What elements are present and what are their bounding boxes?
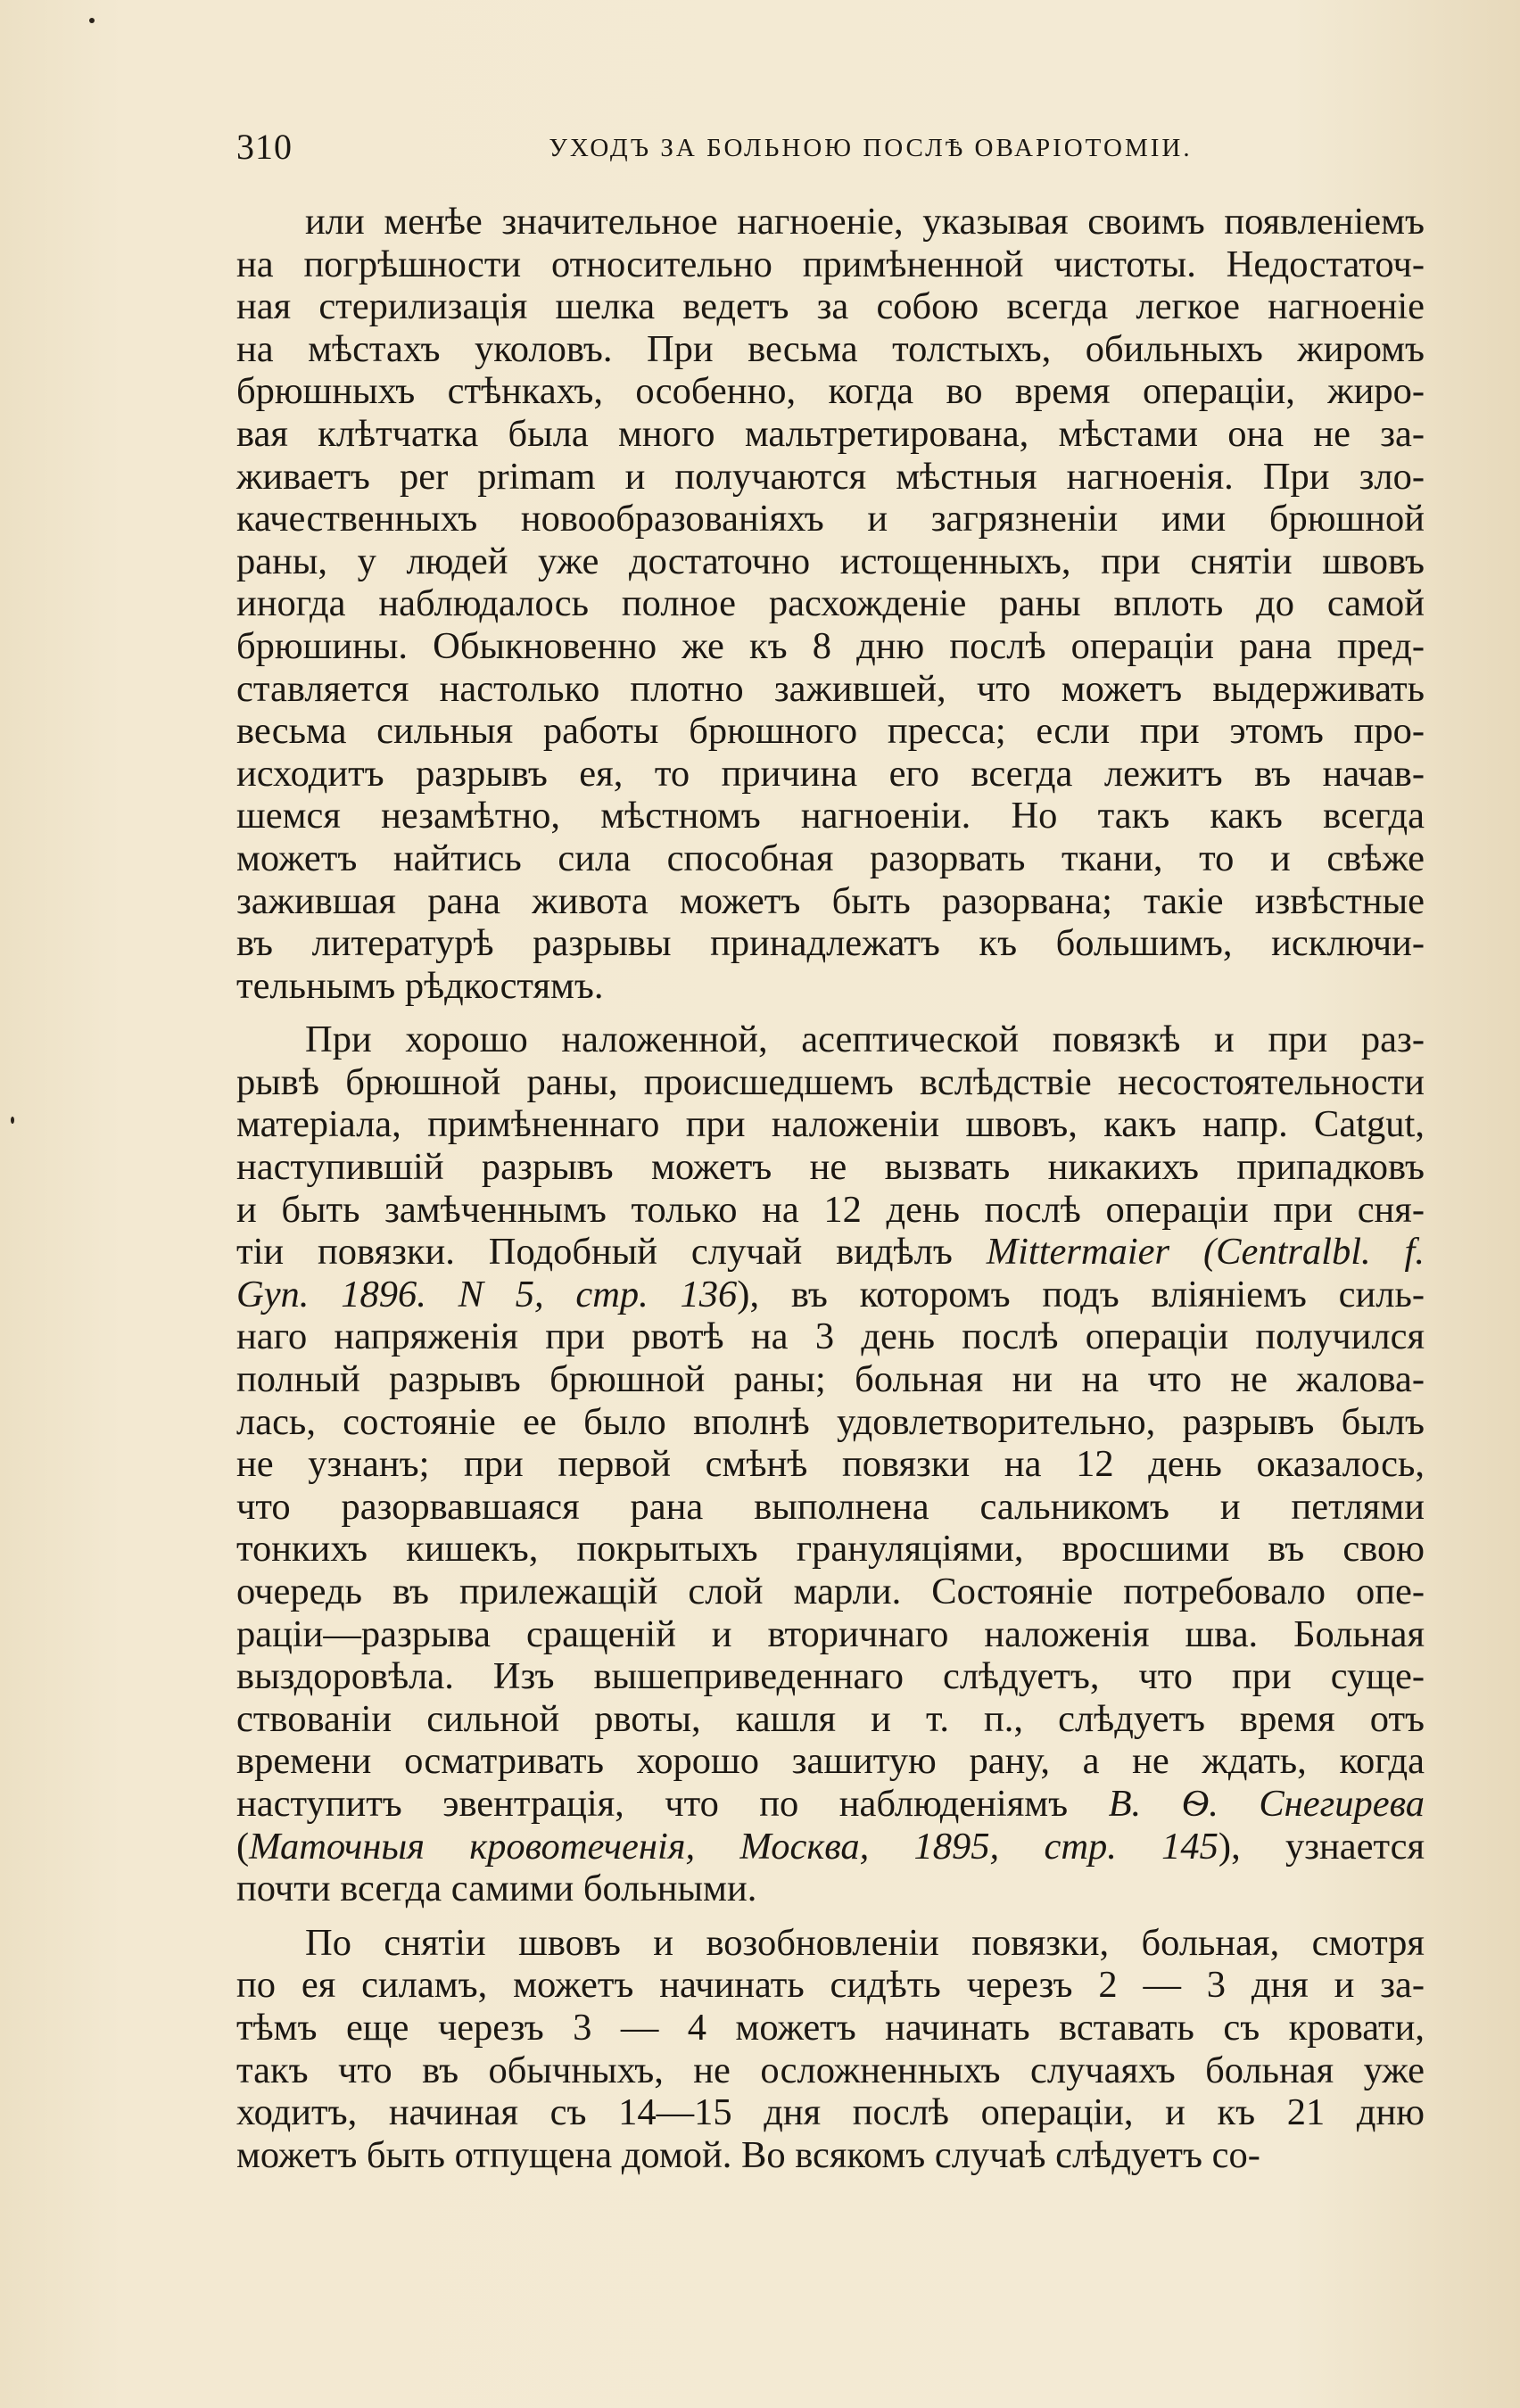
- text-line: ная стерилизація шелка ведетъ за собою всегда легкое нагноеніе: [236, 285, 1425, 328]
- paragraph: [236, 201, 1425, 1007]
- text-line: и быть замѣченнымъ только на 12 день послѣ операціи при сня-: [236, 1188, 1425, 1231]
- text-line: не узнанъ; при первой смѣнѣ повязки на 12 день оказалось,: [236, 1443, 1425, 1486]
- italic-citation: В. Ѳ. Снегирева: [1108, 1782, 1425, 1825]
- text-line: лась, состояніе ее было вполнѣ удовлетворительно, разрывъ былъ: [236, 1400, 1425, 1443]
- text-line: такъ что въ обычныхъ, не осложненныхъ случаяхъ больная уже: [236, 2049, 1425, 2091]
- text-line: или менѣе значительное нагноеніе, указывая своимъ появленіемъ: [305, 201, 1425, 243]
- text-line: тѣмъ еще черезъ 3 — 4 можетъ начинать вставать съ кровати,: [236, 2006, 1425, 2049]
- text-line: на погрѣшности относительно примѣненной чистоты. Недостаточ-: [236, 243, 1425, 285]
- text-line: наступитъ эвентрація, что по наблюденіямъ В. Ѳ. Снегирева: [236, 1782, 1425, 1825]
- text-line: что разорвавшаяся рана выполнена сальникомъ и петлями: [236, 1485, 1425, 1528]
- text-line: зажившая рана живота можетъ быть разорвана; такіе извѣстные: [236, 879, 1425, 922]
- text-line: тонкихъ кишекъ, покрытыхъ грануляціями, вросшими въ свою: [236, 1528, 1425, 1571]
- page-number: 310: [236, 127, 293, 167]
- text-line: ставляется настолько плотно зажившей, что можетъ выдерживать: [236, 667, 1425, 710]
- text-line: ходитъ, начиная съ 14—15 дня послѣ операціи, и къ 21 дню: [236, 2091, 1425, 2134]
- scan-speck: [89, 18, 95, 23]
- text-line: При хорошо наложенной, асептической повязкѣ и при раз-: [305, 1018, 1425, 1061]
- text-line: рывѣ брюшной раны, происшедшемъ вслѣдствіе несостоятельности: [236, 1060, 1425, 1103]
- text-line: тіи повязки. Подобный случай видѣлъ Mittermaier (Centralbl. f.: [236, 1231, 1425, 1274]
- text-line: на мѣстахъ уколовъ. При весьма толстыхъ, обильныхъ жиромъ: [236, 327, 1425, 370]
- page-header: [236, 125, 1425, 169]
- text-line: (Маточныя кровотеченія, Москва, 1895, стр. 145), узнается: [236, 1825, 1425, 1868]
- text-line: исходитъ разрывъ ея, то причина его всегда лежитъ въ начав-: [236, 752, 1425, 795]
- text-line: ствованіи сильной рвоты, кашля и т. п., слѣдуетъ время отъ: [236, 1697, 1425, 1740]
- text-line: раціи—разрыва сращеній и вторичнаго наложенія шва. Больная: [236, 1612, 1425, 1655]
- text-line: наго напряженія при рвотѣ на 3 день послѣ операціи получился: [236, 1315, 1425, 1358]
- italic-citation: Маточныя кровотеченія, Москва, 1895, стр. 145: [249, 1825, 1218, 1868]
- text-line: можетъ быть отпущена домой. Во всякомъ случаѣ слѣдуетъ со-: [236, 2133, 1260, 2176]
- text-line: Gyn. 1896. N 5, стр. 136), въ которомъ подъ вліяніемъ силь-: [236, 1273, 1425, 1315]
- text-line: тельнымъ рѣдкостямъ.: [236, 964, 604, 1007]
- text-line: иногда наблюдалось полное расхожденіе раны вплоть до самой: [236, 582, 1425, 625]
- text-line: по ея силамъ, можетъ начинать сидѣть черезъ 2 — 3 дня и за-: [236, 1964, 1425, 2007]
- text-line: раны, у людей уже достаточно истощенныхъ, при снятіи швовъ: [236, 540, 1425, 582]
- text-line: почти всегда самими больными.: [236, 1868, 757, 1910]
- running-title: УХОДЪ ЗА БОЛЬНОЮ ПОСЛѢ ОВАРІОТОМІИ.: [549, 134, 1193, 162]
- paragraph: [236, 1922, 1425, 2177]
- scan-speck: [11, 1117, 14, 1124]
- text-line: шемся незамѣтно, мѣстномъ нагноеніи. Но такъ какъ всегда: [236, 795, 1425, 837]
- text-line: вая клѣтчатка была много мальтретирована, мѣстами она не за-: [236, 412, 1425, 455]
- paragraph-gap: [236, 1910, 1425, 1922]
- paragraph: [236, 1018, 1425, 1909]
- text-line: качественныхъ новообразованіяхъ и загрязненіи ими брюшной: [236, 498, 1425, 540]
- text-line: весьма сильныя работы брюшного пресса; если при этомъ про-: [236, 710, 1425, 753]
- text-line: выздоровѣла. Изъ вышеприведеннаго слѣдуетъ, что при суще-: [236, 1655, 1425, 1698]
- text-line: брюшины. Обыкновенно же къ 8 дню послѣ операціи рана пред-: [236, 624, 1425, 667]
- text-line: въ литературѣ разрывы принадлежатъ къ большимъ, исключи-: [236, 922, 1425, 965]
- italic-citation: Mittermaier (Centralbl. f.: [986, 1231, 1425, 1274]
- italic-citation: Gyn. 1896. N 5, стр. 136: [236, 1273, 738, 1315]
- text-line: полный разрывъ брюшной раны; больная ни на что не жалова-: [236, 1358, 1425, 1401]
- text-line: наступившій разрывъ можетъ не вызвать никакихъ припадковъ: [236, 1146, 1425, 1189]
- body-text: [236, 201, 1425, 2176]
- paragraph-gap: [236, 1007, 1425, 1018]
- text-line: По снятіи швовъ и возобновленіи повязки, больная, смотря: [305, 1921, 1425, 1964]
- text-line: брюшныхъ стѣнкахъ, особенно, когда во время операціи, жиро-: [236, 370, 1425, 413]
- text-line: живаетъ per primam и получаются мѣстныя нагноенія. При зло-: [236, 455, 1425, 498]
- text-line: очередь въ прилежащій слой марли. Состояніе потребовало опе-: [236, 1571, 1425, 1612]
- text-line: времени осматривать хорошо зашитую рану, а не ждать, когда: [236, 1740, 1425, 1783]
- text-line: матеріала, примѣненнаго при наложеніи швовъ, какъ напр. Catgut,: [236, 1103, 1425, 1146]
- text-line: можетъ найтись сила способная разорвать ткани, то и свѣже: [236, 837, 1425, 879]
